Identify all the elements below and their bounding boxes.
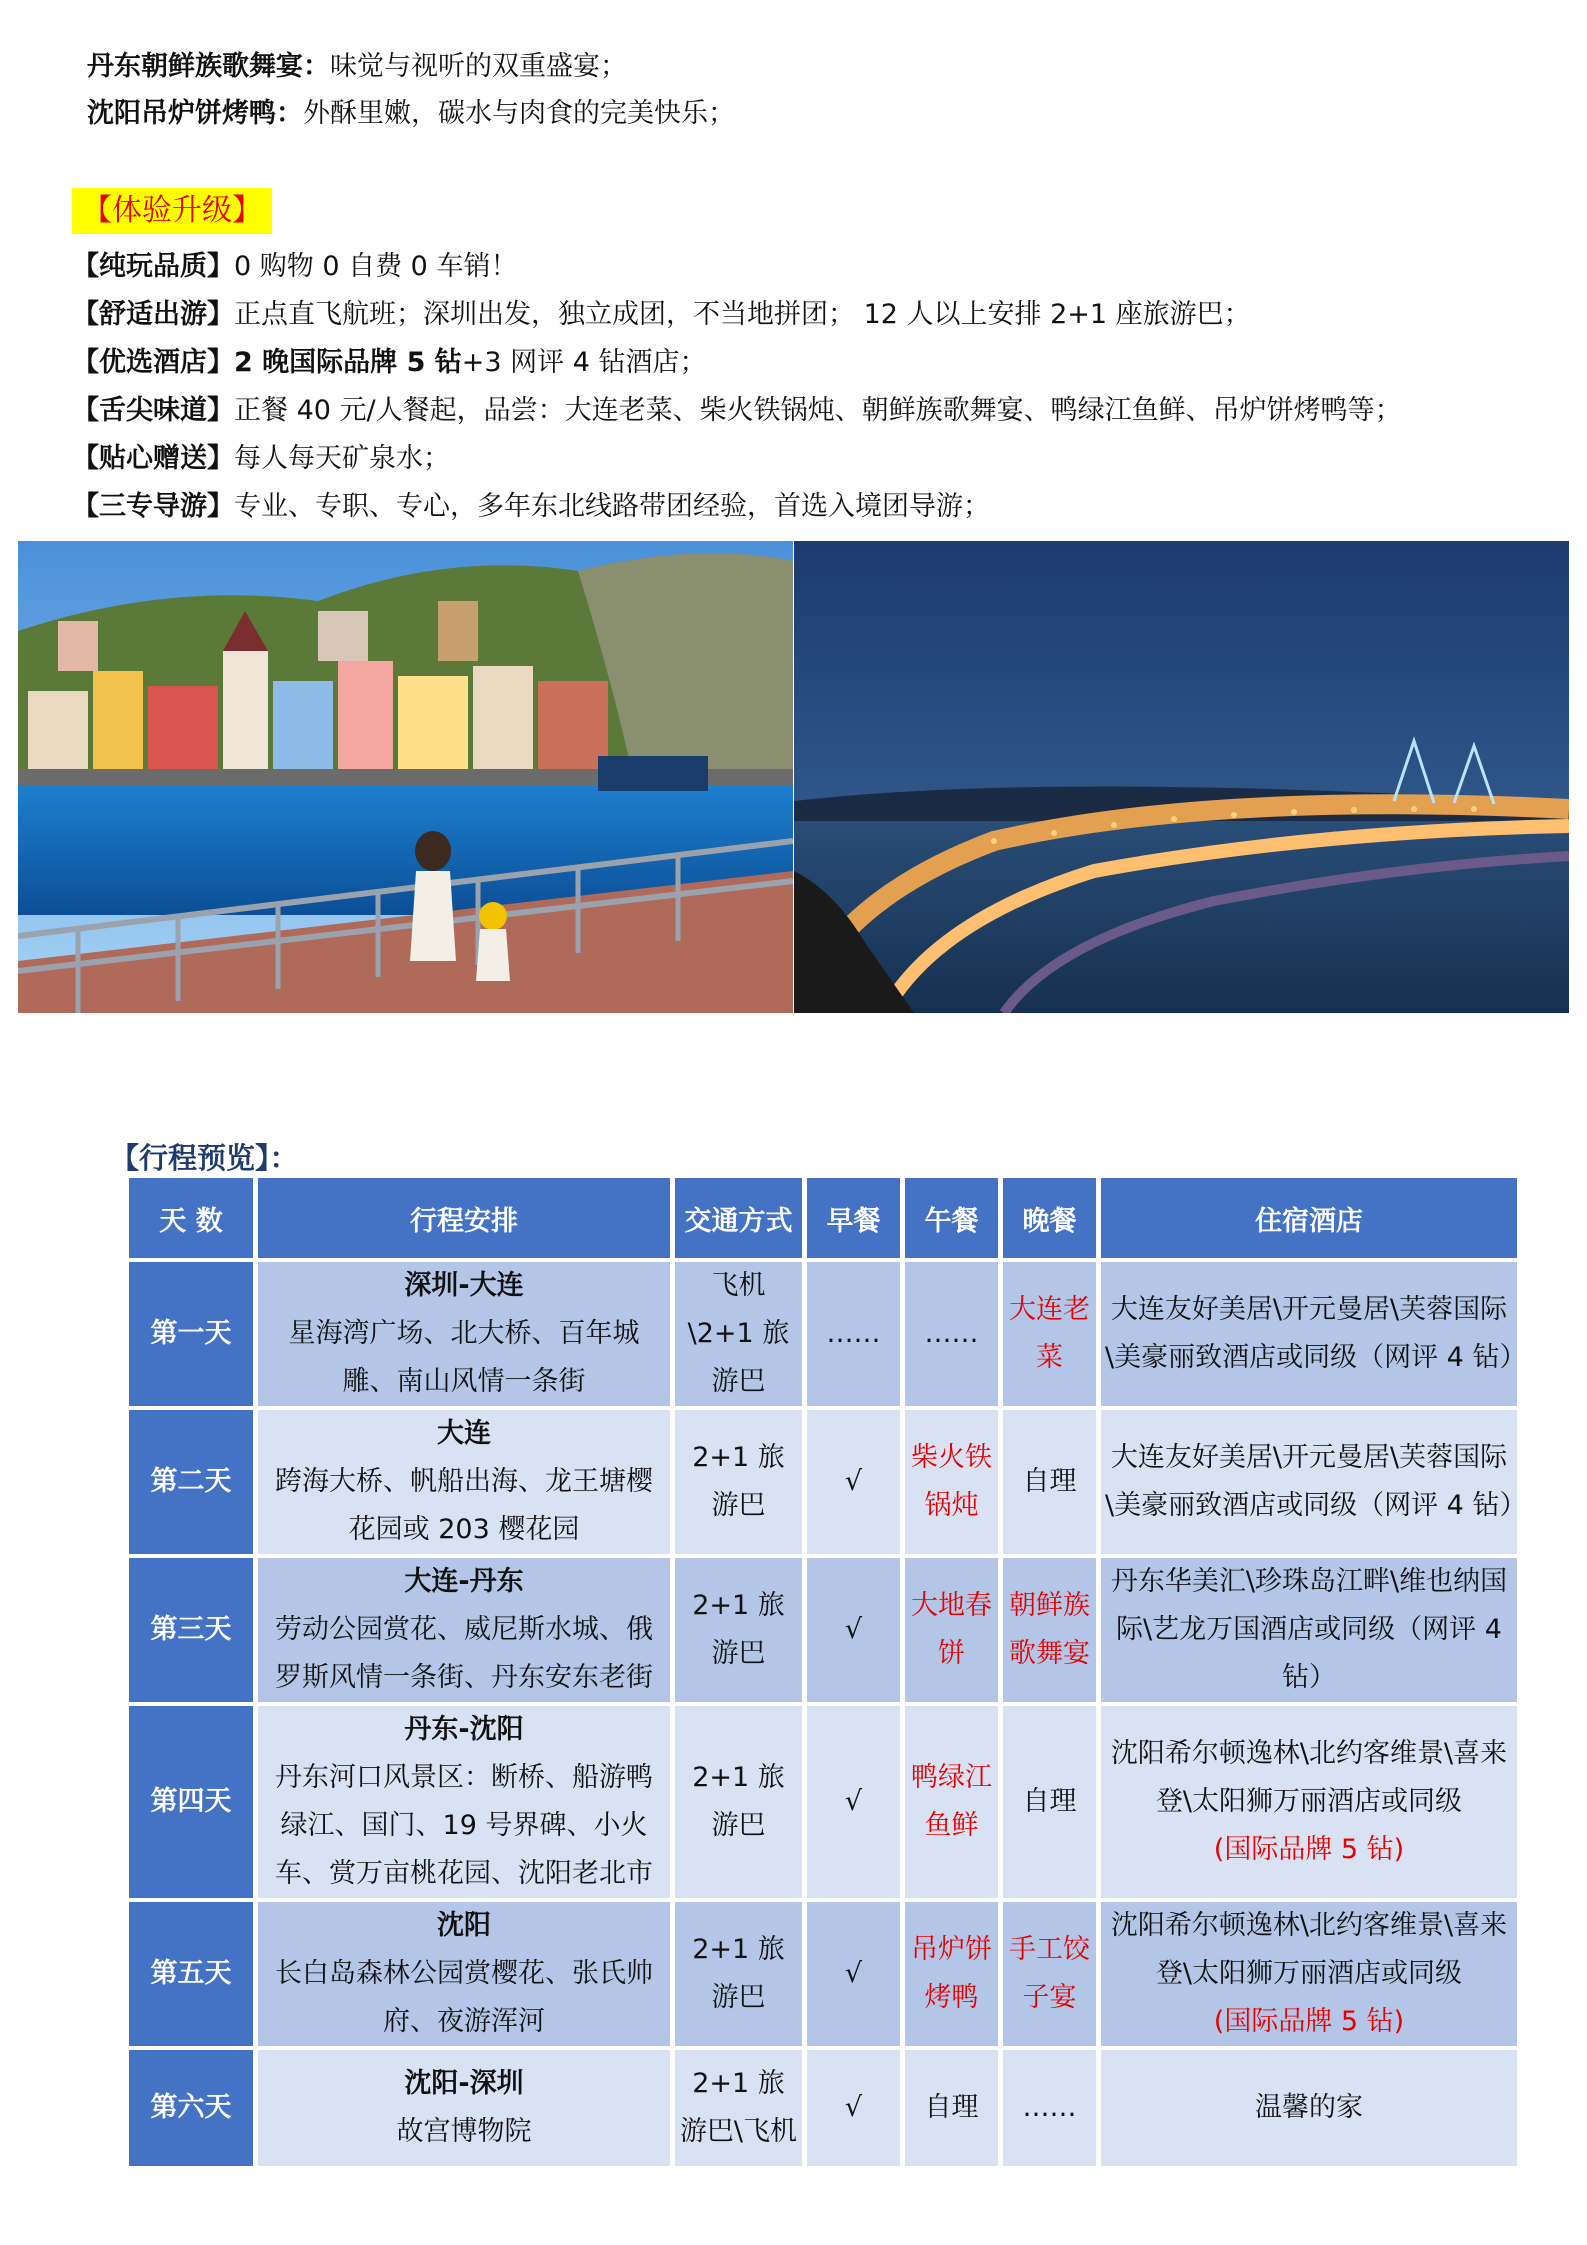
row-detail: 丹东河口风景区：断桥、船游鸭绿江、国门、19 号界碑、小火车、赏万亩桃花园、沈阳老北市 <box>275 1762 653 1889</box>
table-row <box>129 1558 1517 1702</box>
row-hotel-name: 丹东华美汇\珍珠岛江畔\维也纳国际\艺龙万国酒店或同级（网评 4 钻） <box>1110 1566 1508 1693</box>
row-lunch: 大地春饼 <box>905 1558 998 1702</box>
upgrade-item-3-label: 【优选酒店】 <box>72 347 234 378</box>
intro-line-1 <box>87 50 627 84</box>
row-day: 第五天 <box>129 1902 253 2046</box>
row-transport: 飞机\2+1 旅游巴 <box>675 1262 802 1406</box>
row-lunch: 鸭绿江鱼鲜 <box>905 1706 998 1898</box>
row-schedule <box>258 1902 670 2046</box>
header-schedule: 行程安排 <box>258 1178 670 1258</box>
row-detail: 故宫博物院 <box>396 2116 532 2147</box>
night-bridge-photo <box>794 541 1569 1013</box>
row-dinner: …… <box>1003 2050 1096 2166</box>
row-hotel-name: 沈阳希尔顿逸林\北约客维景\喜来登\太阳狮万丽酒店或同级 <box>1110 1738 1508 1817</box>
row-route: 沈阳-深圳 <box>404 2068 524 2099</box>
row-dinner: 朝鲜族歌舞宴 <box>1003 1558 1096 1702</box>
row-dinner: 手工饺子宴 <box>1003 1902 1096 2046</box>
row-hotel-name: 沈阳希尔顿逸林\北约客维景\喜来登\太阳狮万丽酒店或同级 <box>1110 1910 1508 1989</box>
table-row <box>129 1262 1517 1406</box>
row-transport: 2+1 旅游巴\飞机 <box>675 2050 802 2166</box>
upgrade-item-4 <box>72 394 1402 428</box>
row-breakfast: …… <box>807 1262 900 1406</box>
row-schedule <box>258 1262 670 1406</box>
table-row <box>129 2050 1517 2166</box>
upgrade-item-6 <box>72 490 990 524</box>
harbor-town-photo <box>18 541 793 1013</box>
row-breakfast: √ <box>807 1558 900 1702</box>
upgrade-item-1-text: 0 购物 0 自费 0 车销！ <box>234 251 518 282</box>
upgrade-title: 【体验升级】 <box>72 188 272 234</box>
row-breakfast: √ <box>807 1410 900 1554</box>
row-detail: 长白岛森林公园赏樱花、张氏帅府、夜游浑河 <box>275 1958 653 2037</box>
header-breakfast: 早餐 <box>807 1178 900 1258</box>
row-schedule <box>258 2050 670 2166</box>
upgrade-item-2-label: 【舒适出游】 <box>72 299 234 330</box>
row-route: 丹东-沈阳 <box>404 1714 524 1745</box>
row-route: 大连-丹东 <box>404 1566 524 1597</box>
row-hotel <box>1101 1706 1517 1898</box>
row-transport: 2+1 旅游巴 <box>675 1558 802 1702</box>
itinerary-table <box>124 1174 1527 2170</box>
row-hotel <box>1101 1902 1517 2046</box>
row-schedule <box>258 1410 670 1554</box>
row-dinner: 自理 <box>1003 1410 1096 1554</box>
row-detail: 跨海大桥、帆船出海、龙王塘樱花园或 203 樱花园 <box>275 1466 653 1545</box>
intro-line-1-bold: 丹东朝鲜族歌舞宴： <box>87 51 330 82</box>
row-dinner: 大连老菜 <box>1003 1262 1096 1406</box>
upgrade-item-3 <box>72 346 707 380</box>
row-schedule <box>258 1706 670 1898</box>
row-hotel-note: (国际品牌 5 钻) <box>1213 2006 1405 2037</box>
row-hotel-name: 大连友好美居\开元曼居\芙蓉国际\美豪丽致酒店或同级（网评 4 钻） <box>1105 1442 1527 1521</box>
row-hotel <box>1101 2050 1517 2166</box>
row-lunch: …… <box>905 1262 998 1406</box>
row-schedule <box>258 1558 670 1702</box>
header-day: 天 数 <box>129 1178 253 1258</box>
row-lunch: 吊炉饼烤鸭 <box>905 1902 998 2046</box>
row-hotel <box>1101 1410 1527 1554</box>
header-lunch: 午餐 <box>905 1178 998 1258</box>
upgrade-item-3-text: +3 网评 4 钻酒店； <box>461 347 707 378</box>
itinerary-header-row <box>129 1178 1517 1258</box>
row-breakfast: √ <box>807 2050 900 2166</box>
row-route: 深圳-大连 <box>404 1270 524 1301</box>
row-hotel-name: 大连友好美居\开元曼居\芙蓉国际\美豪丽致酒店或同级（网评 4 钻） <box>1105 1294 1527 1373</box>
row-detail: 劳动公园赏花、威尼斯水城、俄罗斯风情一条街、丹东安东老街 <box>275 1614 653 1693</box>
upgrade-item-2 <box>72 298 1251 332</box>
upgrade-item-6-text: 专业、专职、专心，多年东北线路带团经验，首选入境团导游； <box>234 491 990 522</box>
upgrade-item-3-bold: 2 晚国际品牌 5 钻 <box>234 347 462 378</box>
row-detail: 星海湾广场、北大桥、百年城雕、南山风情一条街 <box>288 1318 640 1397</box>
row-transport: 2+1 旅游巴 <box>675 1706 802 1898</box>
row-lunch: 自理 <box>905 2050 998 2166</box>
table-row <box>129 1410 1517 1554</box>
row-breakfast: √ <box>807 1902 900 2046</box>
upgrade-item-5-label: 【贴心赠送】 <box>72 443 234 474</box>
row-hotel <box>1101 1558 1517 1702</box>
upgrade-item-5 <box>72 442 450 476</box>
row-route: 大连 <box>437 1418 491 1449</box>
intro-line-2 <box>87 97 735 131</box>
upgrade-item-5-text: 每人每天矿泉水； <box>234 443 450 474</box>
upgrade-item-4-label: 【舌尖味道】 <box>72 395 234 426</box>
upgrade-item-1 <box>72 250 517 284</box>
row-dinner: 自理 <box>1003 1706 1096 1898</box>
row-day: 第一天 <box>129 1262 253 1406</box>
row-day: 第二天 <box>129 1410 253 1554</box>
itinerary-title: 【行程预览】： <box>110 1141 299 1175</box>
row-route: 沈阳 <box>437 1910 491 1941</box>
row-transport: 2+1 旅游巴 <box>675 1902 802 2046</box>
table-row <box>129 1902 1517 2046</box>
row-transport: 2+1 旅游巴 <box>675 1410 802 1554</box>
row-day: 第六天 <box>129 2050 253 2166</box>
header-hotel: 住宿酒店 <box>1101 1178 1517 1258</box>
row-hotel-note: (国际品牌 5 钻) <box>1213 1834 1405 1865</box>
header-transport: 交通方式 <box>675 1178 802 1258</box>
intro-line-2-text: 外酥里嫩，碳水与肉食的完美快乐； <box>303 98 735 129</box>
upgrade-item-6-label: 【三专导游】 <box>72 491 234 522</box>
upgrade-item-1-label: 【纯玩品质】 <box>72 251 234 282</box>
row-breakfast: √ <box>807 1706 900 1898</box>
row-hotel-name: 温馨的家 <box>1255 2092 1363 2123</box>
table-row <box>129 1706 1517 1898</box>
row-lunch: 柴火铁锅炖 <box>905 1410 998 1554</box>
upgrade-item-2-text: 正点直飞航班；深圳出发，独立成团，不当地拼团； 12 人以上安排 2+1 座旅游巴； <box>234 299 1251 330</box>
intro-line-1-text: 味觉与视听的双重盛宴； <box>330 51 627 82</box>
upgrade-item-4-text: 正餐 40 元/人餐起，品尝：大连老菜、柴火铁锅炖、朝鲜族歌舞宴、鸭绿江鱼鲜、吊炉饼烤鸭等； <box>234 395 1402 426</box>
row-day: 第四天 <box>129 1706 253 1898</box>
intro-line-2-bold: 沈阳吊炉饼烤鸭： <box>87 98 303 129</box>
row-hotel <box>1101 1262 1527 1406</box>
header-dinner: 晚餐 <box>1003 1178 1096 1258</box>
row-day: 第三天 <box>129 1558 253 1702</box>
